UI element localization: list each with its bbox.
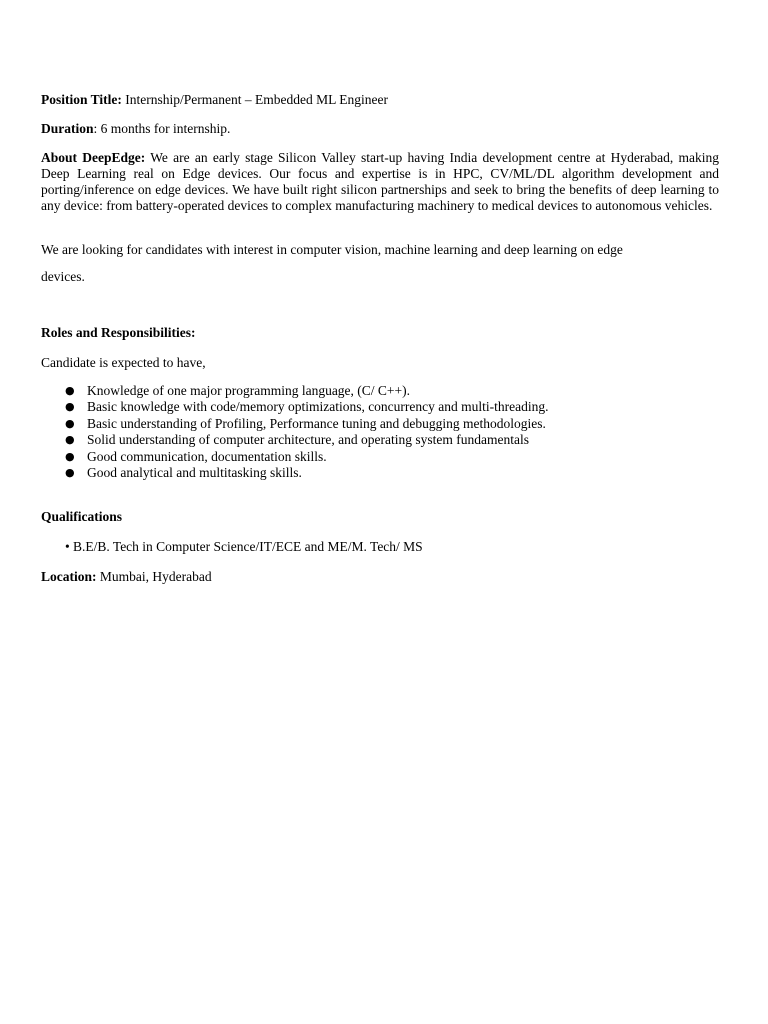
bullet-icon: ● — [65, 400, 75, 414]
bullet-icon: ● — [65, 449, 75, 463]
bullet-icon: ● — [65, 384, 75, 397]
list-item — [41, 465, 719, 481]
location-label: Location: — [41, 569, 97, 585]
list-item-text: Solid understanding of computer architecture, and operating system fundamentals — [87, 432, 529, 448]
list-item — [41, 416, 719, 432]
bullet-icon: • — [65, 539, 70, 555]
list-item — [41, 539, 719, 555]
bullet-icon: ● — [65, 466, 75, 480]
list-item-text: Basic understanding of Profiling, Performance tuning and debugging methodologies. — [87, 415, 546, 431]
list-item-text: B.E/B. Tech in Computer Science/IT/ECE and ME/M. Tech/ MS — [73, 539, 423, 555]
duration-value: : 6 months for internship. — [93, 121, 231, 136]
list-item — [41, 449, 719, 465]
bullet-icon: ● — [65, 433, 75, 447]
list-item-text: Good communication, documentation skills. — [87, 448, 327, 464]
duration-label: Duration — [41, 121, 94, 136]
bullet-icon: ● — [65, 416, 75, 430]
list-item-text: Knowledge of one major programming language, (C/ C++). — [87, 383, 411, 398]
list-item-text: Good analytical and multitasking skills. — [87, 465, 302, 481]
about-paragraph — [41, 150, 719, 214]
location-value: Mumbai, Hyderabad — [96, 569, 212, 585]
list-item — [41, 432, 719, 448]
about-label: About DeepEdge: — [41, 150, 146, 165]
list-item — [41, 399, 719, 415]
roles-intro: Candidate is expected to have, — [41, 355, 206, 370]
job-description-document — [41, 92, 719, 585]
location-line — [41, 569, 719, 585]
qualifications-list — [41, 539, 719, 555]
position-title-value: Internship/Permanent – Embedded ML Engineer — [121, 92, 388, 107]
qualifications-heading: Qualifications — [41, 509, 123, 525]
position-title-label: Position Title: — [41, 92, 122, 107]
responsibilities-list — [41, 383, 719, 481]
looking-for-continuation: devices. — [41, 269, 85, 284]
roles-heading: Roles and Responsibilities: — [41, 325, 196, 340]
position-title-line — [41, 92, 719, 108]
list-item — [41, 383, 719, 399]
duration-line — [41, 121, 719, 137]
about-text: We are an early stage Silicon Valley start-up having India development centre at Hyderabad, making Deep Learning real on Edge devices. Our focus and expertise is in HPC, CV/ML/DL algorithm development and porting/inference on edge devices. We have built right silicon partnerships and seek to bring the benefits of deep learning to any device: from battery-operated devices to complex manufacturing machinery to medical devices to autonomous vehicles. — [41, 150, 719, 213]
looking-for-line: We are looking for candidates with interest in computer vision, machine learning and deep learning on edge — [41, 242, 623, 257]
list-item-text: Basic knowledge with code/memory optimizations, concurrency and multi-threading. — [87, 399, 549, 415]
